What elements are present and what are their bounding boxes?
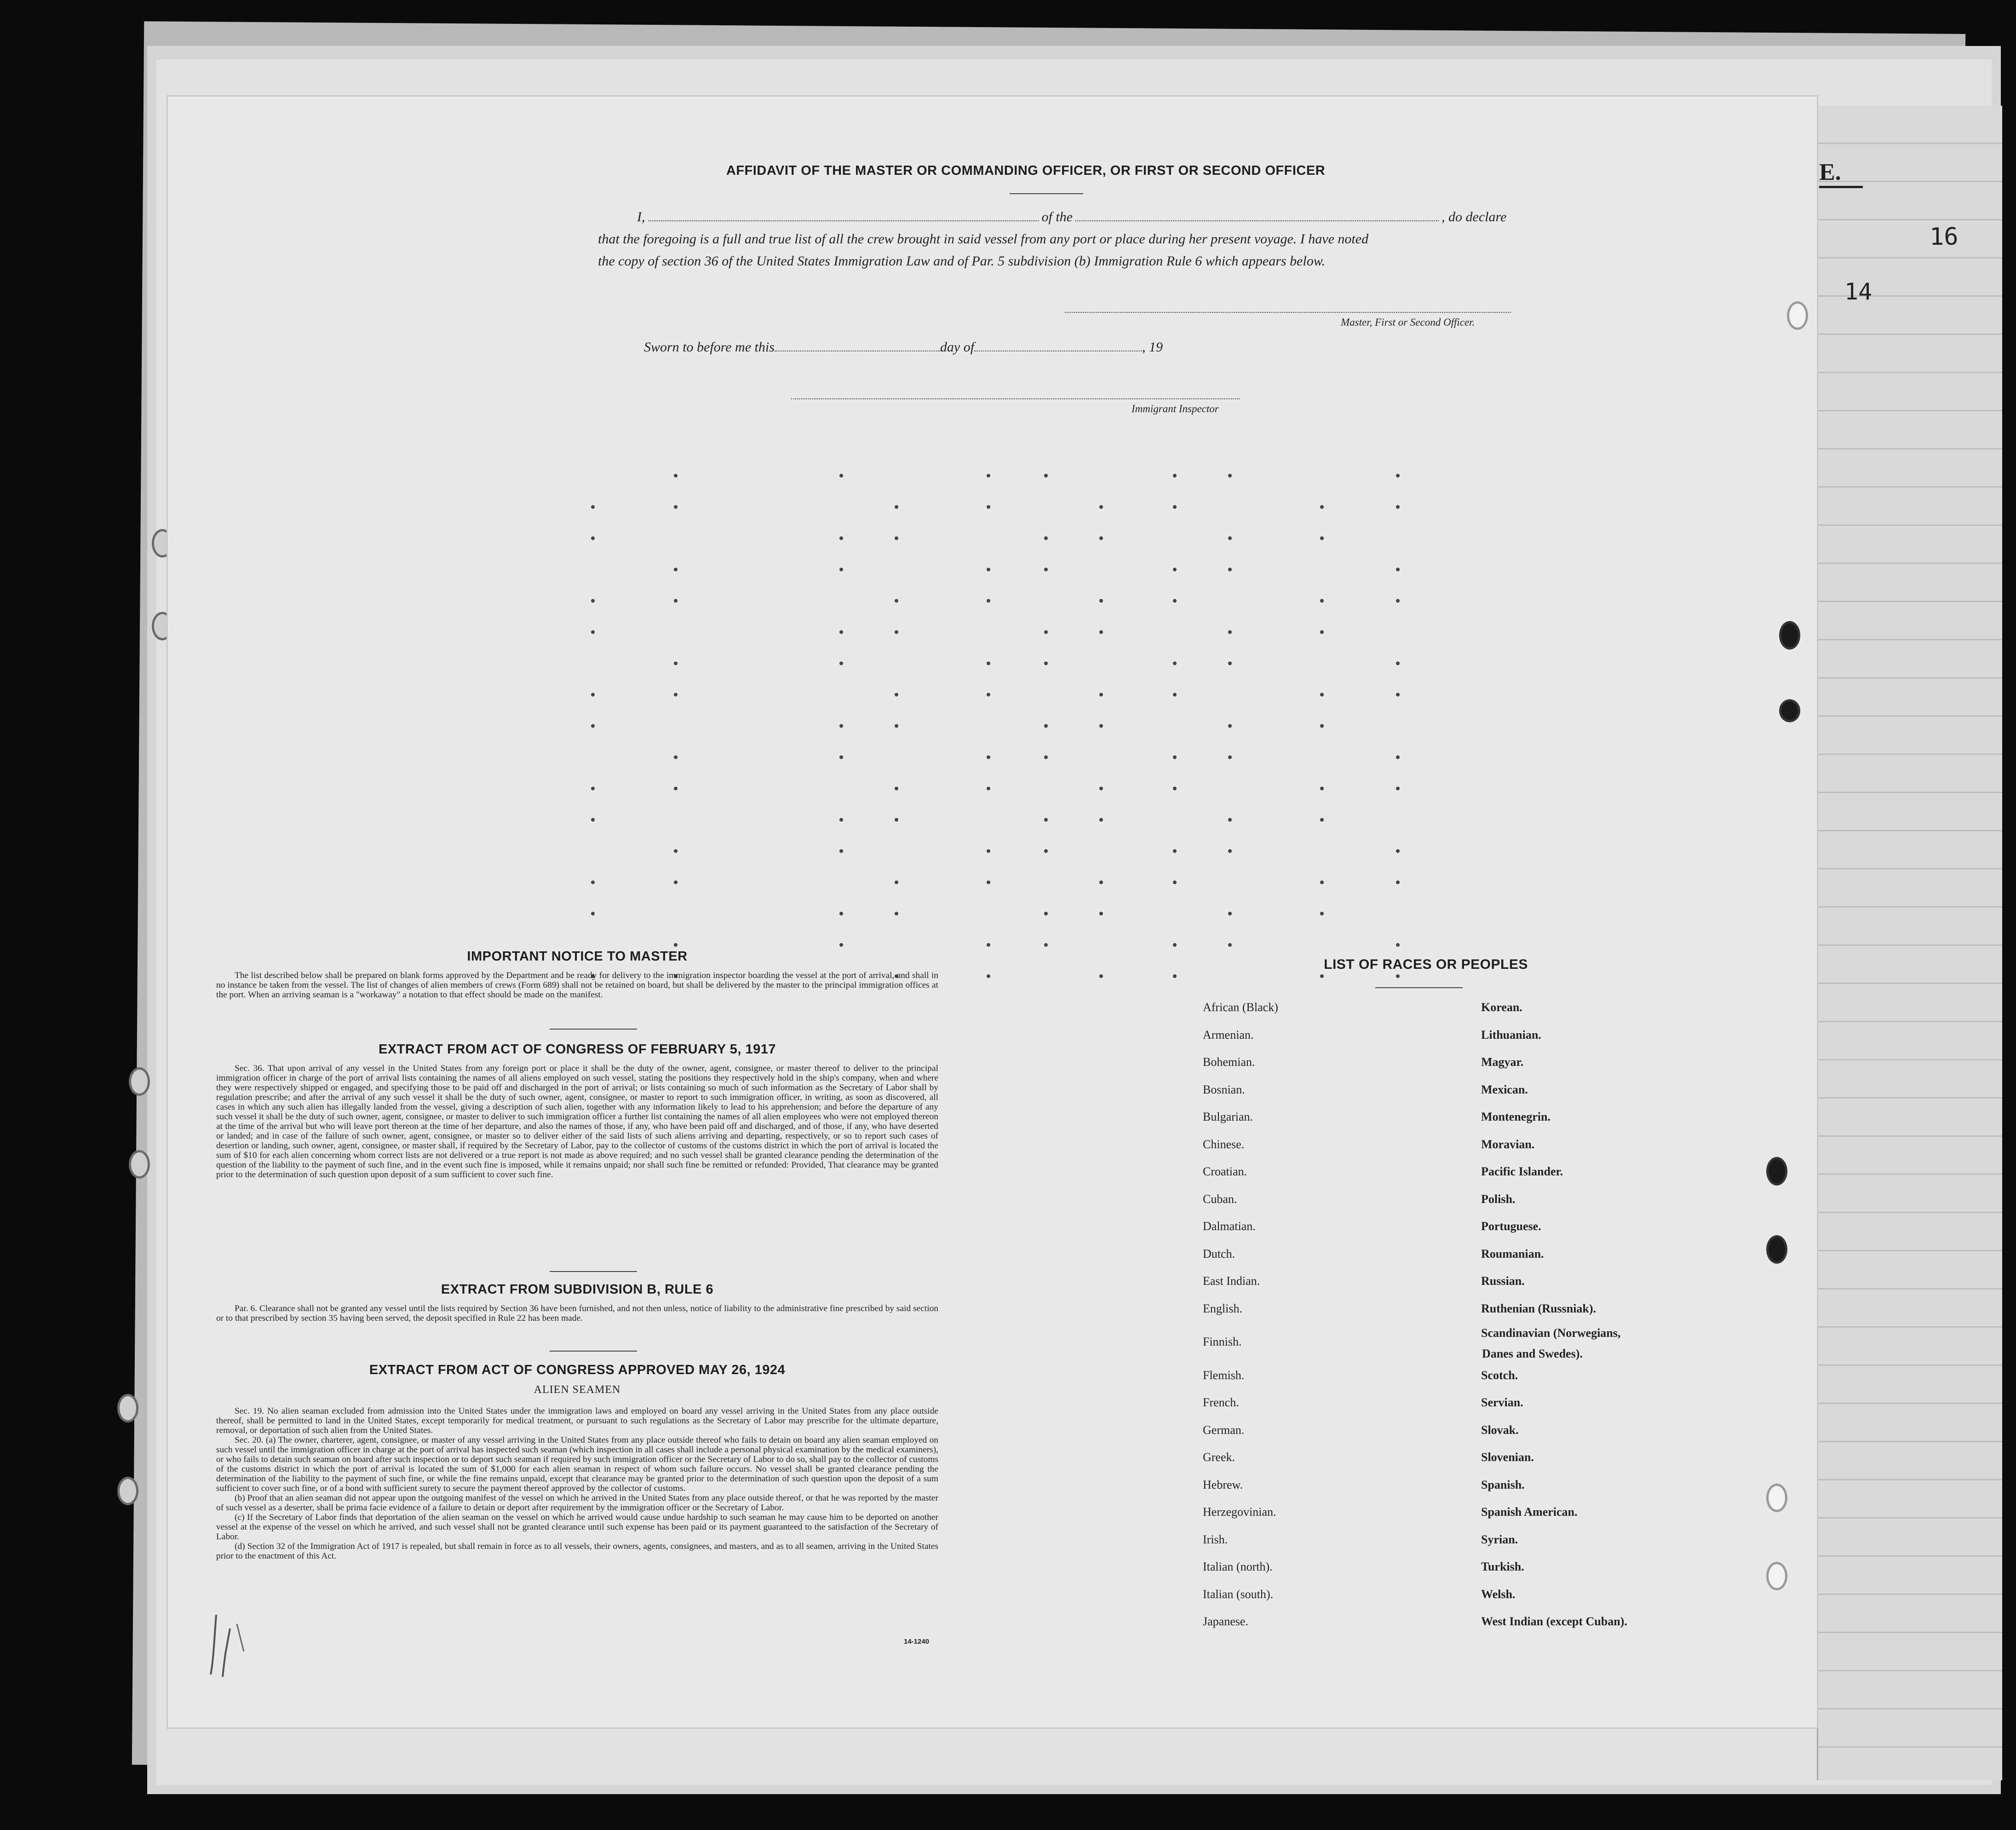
race-entry: Bulgarian. [1203, 1110, 1253, 1123]
grid-dot [1228, 536, 1232, 540]
race-entry: Slovak. [1481, 1423, 1519, 1437]
race-entry: Lithuanian. [1481, 1028, 1541, 1042]
grid-dot [1320, 630, 1324, 634]
grid-dot [1320, 536, 1324, 540]
grid-dot [1099, 599, 1103, 603]
grid-dot [1044, 755, 1048, 759]
grid-dot [1228, 630, 1232, 634]
binder-hole [1766, 1235, 1787, 1264]
page-number-16: 16 [1930, 223, 1959, 251]
grid-dot [839, 568, 843, 571]
affidavit-i-label: I, [637, 209, 645, 224]
race-entry: Spanish. [1481, 1478, 1525, 1491]
grid-dot [839, 536, 843, 540]
sworn-prefix: Sworn to before me this [644, 340, 775, 355]
section-rule [550, 1029, 637, 1030]
grid-dot [1320, 818, 1324, 822]
grid-dot [1173, 474, 1177, 478]
grid-dot [839, 662, 843, 665]
section-rule [550, 1351, 637, 1352]
grid-dot [839, 818, 843, 822]
notice-paragraph: The list described below shall be prepared on blank forms approved by the Department and be ready for delivery to the immigration inspector boarding the vessel at the port of arrival, and shall in no instance be taken from the vessel. The list of changes of alien members of crews (Form 689) shall not be retained on board, but shall be delivered by the master to the principal immigration offices at the port. When an arriving seaman is a "workaway" a notation to that effect should be made on the manifest. [216, 971, 938, 1000]
race-entry: Italian (north). [1203, 1560, 1273, 1573]
race-entry: Polish. [1481, 1192, 1516, 1206]
notice-body [216, 971, 938, 1000]
ledger-fragment-text: E. [1819, 159, 1863, 188]
race-entry: Russian. [1481, 1274, 1525, 1288]
grid-dot [1320, 505, 1324, 509]
binder-hole [1779, 621, 1800, 650]
sworn-day-field[interactable] [775, 349, 940, 351]
grid-dot [1173, 880, 1177, 884]
race-entry: Servian. [1481, 1396, 1523, 1409]
grid-dot [839, 474, 843, 478]
grid-dot [591, 505, 595, 509]
grid-dot [1044, 943, 1048, 947]
sworn-month-field[interactable] [974, 349, 1142, 351]
race-entry: Bohemian. [1203, 1055, 1255, 1069]
grid-dot [1320, 693, 1324, 696]
grid-dot [1044, 724, 1048, 728]
grid-dot [1099, 724, 1103, 728]
grid-dot [839, 943, 843, 947]
grid-dot [1173, 693, 1177, 696]
race-entry: Irish. [1203, 1532, 1228, 1546]
grid-dot [1228, 943, 1232, 947]
race-entry: German. [1203, 1423, 1245, 1437]
binder-hole [1766, 1484, 1787, 1512]
grid-dot [1228, 474, 1232, 478]
races-title: LIST OF RACES OR PEOPLES [1324, 957, 1528, 972]
race-entry: Japanese. [1203, 1615, 1248, 1628]
grid-dot [1396, 693, 1400, 696]
race-entry: Korean. [1481, 1001, 1522, 1014]
race-entry: Flemish. [1203, 1368, 1245, 1382]
grid-dot [839, 912, 843, 915]
affidavit-of-label: of the [1041, 209, 1073, 224]
grid-dot [987, 787, 990, 790]
grid-dot [987, 599, 990, 603]
grid-dot [1396, 787, 1400, 790]
grid-dot [1173, 568, 1177, 571]
grid-dot [1320, 787, 1324, 790]
race-entry: Slovenian. [1481, 1450, 1534, 1464]
grid-dot [1396, 755, 1400, 759]
grid-dot [674, 943, 678, 947]
extract-1917-title: EXTRACT FROM ACT OF CONGRESS OF FEBRUARY 5, 1917 [378, 1042, 776, 1057]
master-name-field[interactable] [648, 219, 1039, 221]
grid-dot [1396, 880, 1400, 884]
race-entry: Cuban. [1203, 1192, 1237, 1206]
extract-1924-body [216, 1406, 938, 1561]
grid-dot [1173, 974, 1177, 978]
grid-dot [674, 662, 678, 665]
grid-dot [1099, 912, 1103, 915]
grid-dot [987, 974, 990, 978]
grid-dot [1099, 505, 1103, 509]
sec-20a-paragraph: Sec. 20. (a) The owner, charterer, agent, consignee, or master of any vessel arriving in the United States from any place outside thereof who fails to detain on board any alien seaman employed on such vessel until the immigration officer in charge at the port of arrival has inspected such seaman (which inspection in all cases shall include a personal physical examination by the medical examiners), or who fails to detain such seaman on board after such inspection or to deport such seaman if required by such immigration officer or the Secretary of Labor to do so, shall pay to the collector of customs of the customs district in which the port of arrival is located the sum of $1,000 for each alien seaman in respect of whom such failure occurs. No vessel shall be granted clearance pending the determination of the liability to the payment of such fine, or while the fine remains unpaid, except that clearance may be granted prior to the determination of such question upon the deposit of a sum sufficient to cover such fine, or of a bond with sufficient surety to secure the payment thereof approved by the collector of customs. [216, 1435, 938, 1493]
grid-dot [1099, 818, 1103, 822]
notice-title: IMPORTANT NOTICE TO MASTER [467, 949, 688, 964]
grid-dot [1044, 474, 1048, 478]
grid-dot [1044, 662, 1048, 665]
grid-dot [674, 755, 678, 759]
grid-dot [895, 880, 898, 884]
grid-dot [1396, 662, 1400, 665]
race-entry: Montenegrin. [1481, 1110, 1551, 1123]
affidavit-line-1 [637, 209, 1506, 225]
grid-dot [987, 880, 990, 884]
binder-hole [1766, 1562, 1787, 1590]
race-entry: Portuguese. [1481, 1220, 1541, 1233]
subdivision-b-body [216, 1304, 938, 1323]
race-entry: Syrian. [1481, 1532, 1518, 1546]
sec-20c-paragraph: (c) If the Secretary of Labor finds that deportation of the alien seaman on the vessel on which he arrived would cause undue hardship to such seaman he may cause him to be deported on another vessel at the expense of the vessel on which he arrived, and such vessel shall not be granted clearance until such expense has been paid or its payment guaranteed to the satisfaction of the Secretary of Labor. [216, 1513, 938, 1542]
grid-dot [1228, 755, 1232, 759]
extract-1924-title: EXTRACT FROM ACT OF CONGRESS APPROVED MAY 26, 1924 [369, 1363, 786, 1377]
grid-dot [1044, 818, 1048, 822]
race-entry: Dutch. [1203, 1247, 1235, 1260]
binder-hole [129, 1067, 150, 1096]
inspector-signature-line[interactable] [791, 398, 1240, 399]
binder-hole [117, 1394, 138, 1422]
alien-seamen-subtitle: ALIEN SEAMEN [534, 1384, 621, 1396]
extract-1917-body [216, 1064, 938, 1180]
vessel-name-field[interactable] [1075, 219, 1439, 221]
race-entry: French. [1203, 1396, 1239, 1409]
grid-dot [1099, 693, 1103, 696]
race-entry: Scandinavian (Norwegians, [1481, 1326, 1621, 1340]
grid-dot [1228, 818, 1232, 822]
grid-dot [591, 599, 595, 603]
grid-dot [839, 849, 843, 853]
grid-dot [674, 568, 678, 571]
grid-dot [1396, 568, 1400, 571]
grid-dot [895, 693, 898, 696]
race-entry: Pacific Islander. [1481, 1165, 1563, 1178]
grid-dot [895, 599, 898, 603]
grid-dot [895, 818, 898, 822]
grid-dot [1396, 974, 1400, 978]
grid-dot [591, 787, 595, 790]
grid-dot [674, 474, 678, 478]
grid-dot [839, 755, 843, 759]
grid-dot [1320, 880, 1324, 884]
grid-dot [591, 536, 595, 540]
grid-dot [1099, 536, 1103, 540]
race-entry: Finnish. [1203, 1335, 1242, 1348]
grid-dot [987, 662, 990, 665]
grid-dot [1044, 912, 1048, 915]
grid-dot [674, 693, 678, 696]
race-entry: Magyar. [1481, 1055, 1524, 1069]
sec-20b-paragraph: (b) Proof that an alien seaman did not appear upon the outgoing manifest of the vessel on which he arrived in the United States from any place outside thereof, or that he was reported by the master of such vessel as a deserter, shall be prima facie evidence of a failure to detain or deport after requirement by the immigration officer or the Secretary of Labor. [216, 1493, 938, 1513]
grid-dot [987, 568, 990, 571]
grid-dot [895, 724, 898, 728]
binder-hole [1787, 301, 1808, 330]
grid-dot [1173, 755, 1177, 759]
grid-dot [1396, 599, 1400, 603]
sec-20d-paragraph: (d) Section 32 of the Immigration Act of 1917 is repealed, but shall remain in force as to all vessels, their owners, agents, consignees, and masters, and as to all seamen, arriving in the United States prior to the enactment of this Act. [216, 1542, 938, 1561]
race-entry: Croatian. [1203, 1165, 1247, 1178]
page-number-14: 14 [1844, 278, 1872, 305]
grid-dot [1228, 568, 1232, 571]
grid-dot [1173, 505, 1177, 509]
grid-dot [1099, 630, 1103, 634]
grid-dot [591, 630, 595, 634]
grid-dot [1228, 849, 1232, 853]
grid-dot [1320, 974, 1324, 978]
grid-dot [895, 630, 898, 634]
grid-dot [1173, 849, 1177, 853]
par-6-paragraph: Par. 6. Clearance shall not be granted any vessel until the lists required by Section 36 have been furnished, and not then unless, notice of liability to the administrative fine prescribed by said section or to that prescribed by section 35 having been served, the deposit specified in Rule 22 has been made. [216, 1304, 938, 1323]
grid-dot [895, 912, 898, 915]
grid-dot [591, 880, 595, 884]
race-entry: Dalmatian. [1203, 1220, 1256, 1233]
grid-dot [895, 787, 898, 790]
race-entry: Greek. [1203, 1450, 1235, 1464]
grid-dot [591, 818, 595, 822]
grid-dot [987, 505, 990, 509]
grid-dot [591, 693, 595, 696]
grid-dot [987, 755, 990, 759]
race-entry: East Indian. [1203, 1274, 1260, 1288]
grid-dot [987, 849, 990, 853]
race-entry: Armenian. [1203, 1028, 1254, 1042]
master-signature-line[interactable] [1065, 312, 1511, 313]
race-entry: Turkish. [1481, 1560, 1524, 1573]
grid-dot [1320, 724, 1324, 728]
race-entry: African (Black) [1203, 1001, 1278, 1014]
subdivision-b-title: EXTRACT FROM SUBDIVISION B, RULE 6 [441, 1282, 714, 1297]
binder-hole [1766, 1157, 1787, 1185]
race-entry-continuation: Danes and Swedes). [1482, 1347, 1583, 1360]
sec-36-paragraph: Sec. 36. That upon arrival of any vessel in the United States from any foreign port or place it shall be the duty of the owner, agent, consignee, or master thereof to deliver to the principal immigration officer in charge of the port of arrival lists containing the names of all aliens employed on such vessel, stating the positions they respectively hold in the ship's company, when and where they were respectively shipped or engaged, and specifying those to be paid off and discharged in the port of arrival; or lists containing so much of such information as the Secretary of Labor shall by regulation prescribe; and after the arrival of any such vessel it shall be the duty of such owner, agent, consignee, or master to report to such immigration officer, in writing, as soon as discovered, all cases in which any such alien has illegally landed from the vessel, giving a description of such alien, together with any information likely to lead to his apprehension; and before the departure of any such vessel it shall be the duty of such owner, agent, consignee, or master to deliver to such immigration officer a further list containing the names of all alien employees who were not employed thereon at the time of the arrival but who will leave port thereon at the time of her departure, and also the names of those, if any, who have been paid off and discharged, and of those, if any, who have deserted or landed; and in case of the failure of such owner, agent, consignee, or master so to deliver either of the said lists of such aliens arriving and departing, respectively, or so to report such cases of desertion or landing, such owner, agent, consignee, or master shall, if required by the Secretary of Labor, pay to the collector of customs of the customs district in which the port of arrival is located the sum of $10 for each alien concerning whom correct lists are not delivered or a true report is not made as above required; and no such vessel shall be granted clearance pending the determination of the question of the liability to the payment of such fine, and in the event such fine is imposed, while it remains unpaid; nor shall such fine be remitted or refunded: Provided, That clearance may be granted prior to the determination of such question upon deposit of a sum sufficient to cover such fine. [216, 1064, 938, 1180]
grid-dot [674, 880, 678, 884]
grid-dot [674, 599, 678, 603]
affidavit-title: AFFIDAVIT OF THE MASTER OR COMMANDING OFFICER, OR FIRST OR SECOND OFFICER [726, 163, 1326, 178]
binder-hole [1779, 699, 1800, 722]
grid-dot [1173, 599, 1177, 603]
affidavit-line-3: the copy of section 36 of the United States Immigration Law and of Par. 5 subdivision (b) Immigration Rule 6 which appears below. [598, 253, 1325, 269]
grid-dot [1228, 724, 1232, 728]
race-entry: Herzegovinian. [1203, 1505, 1276, 1519]
grid-dot [674, 787, 678, 790]
grid-dot [1044, 568, 1048, 571]
binder-hole [117, 1477, 138, 1505]
grid-dot [1396, 474, 1400, 478]
race-entry: Bosnian. [1203, 1082, 1245, 1096]
grid-dot [987, 693, 990, 696]
race-entry: Roumanian. [1481, 1247, 1544, 1260]
inspector-signature-caption: Immigrant Inspector [1131, 403, 1219, 414]
grid-dot [1228, 662, 1232, 665]
grid-dot [1044, 849, 1048, 853]
grid-dot [987, 943, 990, 947]
grid-dot [1396, 849, 1400, 853]
race-entry: Hebrew. [1203, 1478, 1243, 1491]
grid-dot [987, 474, 990, 478]
grid-dot [1044, 536, 1048, 540]
race-entry: Chinese. [1203, 1137, 1245, 1151]
sworn-line [644, 340, 1163, 355]
section-rule [550, 1271, 637, 1272]
race-entry: Scotch. [1481, 1368, 1518, 1382]
title-rule [1010, 193, 1083, 194]
grid-dot [1044, 630, 1048, 634]
grid-dot [1396, 943, 1400, 947]
grid-dot [895, 536, 898, 540]
race-entry: Moravian. [1481, 1137, 1535, 1151]
race-entry: Welsh. [1481, 1587, 1516, 1601]
grid-dot [1173, 662, 1177, 665]
grid-dot [591, 724, 595, 728]
sworn-day-label: day of [940, 340, 975, 355]
sec-19-paragraph: Sec. 19. No alien seaman excluded from admission into the United States under the immigration laws and employed on board any vessel arriving in the United States from any place outside thereof, shall be permitted to land in the United States, except temporarily for medical treatment, or pursuant to such regulations as the Secretary of Labor may prescribe for the ultimate departure, removal, or deportation of such alien from the United States. [216, 1406, 938, 1435]
grid-dot [1099, 880, 1103, 884]
race-entry: Spanish American. [1481, 1505, 1578, 1519]
grid-dot [1320, 599, 1324, 603]
grid-dot [1099, 974, 1103, 978]
affidavit-line-2: that the foregoing is a full and true list of all the crew brought in said vessel from any port or place during her present voyage. I have noted [598, 231, 1369, 247]
race-entry: West Indian (except Cuban). [1481, 1615, 1627, 1628]
race-entry: Italian (south). [1203, 1587, 1274, 1601]
race-entry: Ruthenian (Russniak). [1481, 1301, 1596, 1315]
grid-dot [674, 505, 678, 509]
pencil-mark [202, 1610, 258, 1679]
master-signature-caption: Master, First or Second Officer. [1341, 317, 1475, 328]
section-rule [1375, 987, 1463, 988]
grid-dot [1099, 787, 1103, 790]
grid-dot [895, 505, 898, 509]
grid-dot [839, 724, 843, 728]
race-entry: English. [1203, 1301, 1242, 1315]
race-entry: Mexican. [1481, 1082, 1528, 1096]
grid-dot [591, 912, 595, 915]
grid-dot [1396, 505, 1400, 509]
affidavit-declare-label: , do declare [1442, 209, 1507, 224]
sworn-year-label: , 19 [1142, 340, 1163, 355]
underlying-ledger-strip [1817, 106, 2002, 1780]
binder-hole [129, 1150, 150, 1179]
grid-dot [1173, 787, 1177, 790]
grid-dot [1173, 943, 1177, 947]
grid-dot [839, 630, 843, 634]
grid-dot [674, 849, 678, 853]
form-number: 14-1240 [904, 1638, 930, 1646]
grid-dot [1228, 912, 1232, 915]
grid-dot [1320, 912, 1324, 915]
